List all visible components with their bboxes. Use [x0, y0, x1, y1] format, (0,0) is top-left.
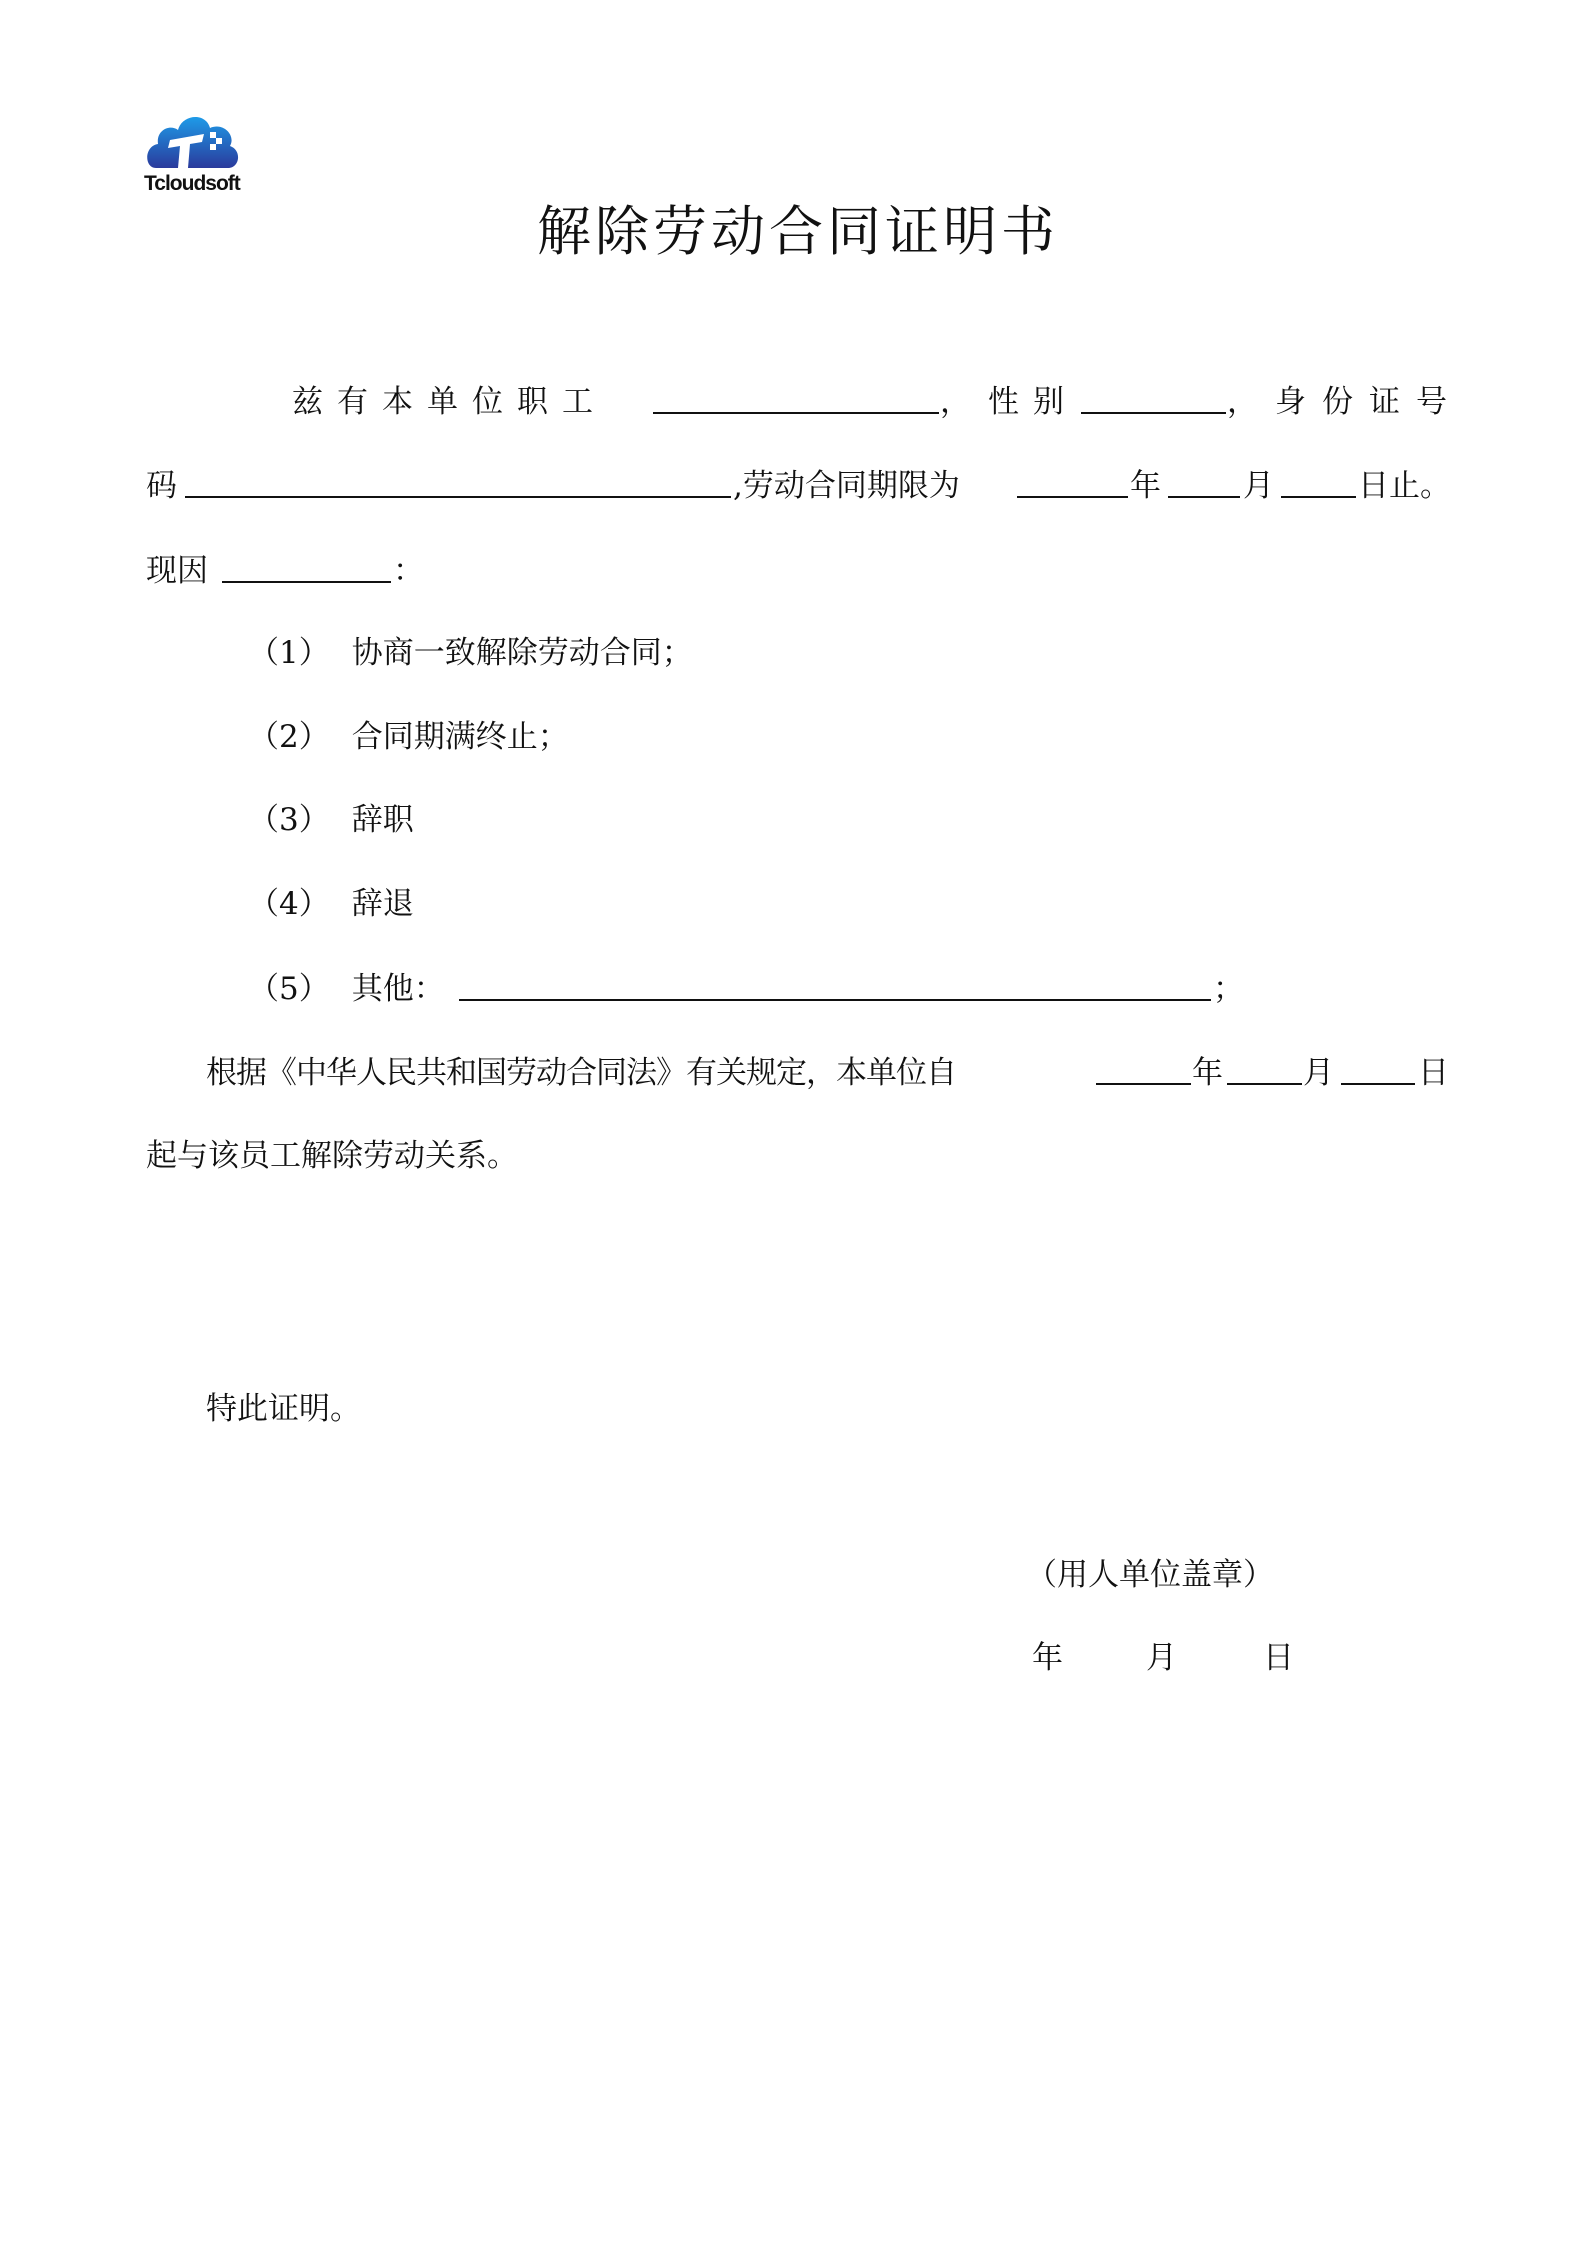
option-2[interactable] — [248, 717, 569, 757]
year-label: 年 — [1130, 468, 1161, 504]
option-text: 协商一致解除劳动合同； — [351, 635, 693, 671]
reason-label: 现因 — [146, 553, 208, 589]
seal-label: （用人单位盖章） — [1026, 1557, 1274, 1593]
gender-field[interactable] — [1081, 382, 1226, 424]
day-label: 日 — [1418, 1055, 1449, 1091]
option-text: 合同期满终止； — [351, 719, 569, 755]
day-end-label: 日止。 — [1358, 468, 1451, 504]
effective-day-field[interactable] — [1341, 1053, 1415, 1095]
option-text: 其他： — [351, 971, 445, 1007]
option-number: （3） — [248, 802, 330, 838]
option-5[interactable] — [248, 969, 445, 1009]
sign-month-label: 月 — [1146, 1640, 1177, 1676]
option-number: （2） — [248, 719, 330, 755]
option-3[interactable] — [248, 800, 414, 840]
id-label: 身份证号 — [1275, 384, 1463, 420]
month-label: 月 — [1243, 468, 1274, 504]
cloud-logo-icon — [144, 110, 244, 172]
option-4[interactable] — [248, 884, 414, 924]
effective-month-field[interactable] — [1227, 1053, 1302, 1095]
option-number: （1） — [248, 635, 330, 671]
closing-text: 特此证明。 — [206, 1391, 361, 1427]
option-text: 辞退 — [351, 886, 414, 922]
intro-text: 兹有本单位职工 — [292, 384, 607, 420]
comma: ， — [1227, 384, 1258, 420]
other-reason-field[interactable] — [459, 969, 1211, 1011]
semicolon: ； — [1213, 971, 1244, 1007]
legal-basis-text: 根据《中华人民共和国劳动合同法》有关规定，本单位自 — [206, 1055, 956, 1091]
logo-text: Tcloudsoft — [144, 172, 240, 195]
gender-label: 性别 — [988, 384, 1078, 420]
term-day-field[interactable] — [1281, 466, 1356, 508]
employee-name-field[interactable] — [653, 382, 939, 424]
term-month-field[interactable] — [1168, 466, 1240, 508]
id-label-end: 码 — [146, 468, 177, 504]
year-label: 年 — [1192, 1055, 1223, 1091]
id-number-field[interactable] — [185, 466, 731, 508]
option-text: 辞职 — [351, 802, 414, 838]
option-number: （4） — [248, 886, 330, 922]
month-label: 月 — [1303, 1055, 1334, 1091]
option-number: （5） — [248, 971, 330, 1007]
company-logo — [144, 110, 244, 200]
legal-basis-text-cont: 起与该员工解除劳动关系。 — [146, 1138, 518, 1174]
option-1[interactable] — [248, 633, 693, 673]
term-year-field[interactable] — [1017, 466, 1128, 508]
term-label: ,劳动合同期限为 — [733, 468, 960, 504]
colon: ： — [393, 553, 424, 589]
page-title: 解除劳动合同证明书 — [537, 200, 1059, 263]
effective-year-field[interactable] — [1096, 1053, 1191, 1095]
sign-year-label: 年 — [1032, 1640, 1063, 1676]
comma: ， — [940, 384, 971, 420]
reason-field[interactable] — [222, 551, 391, 593]
sign-day-label: 日 — [1263, 1640, 1294, 1676]
